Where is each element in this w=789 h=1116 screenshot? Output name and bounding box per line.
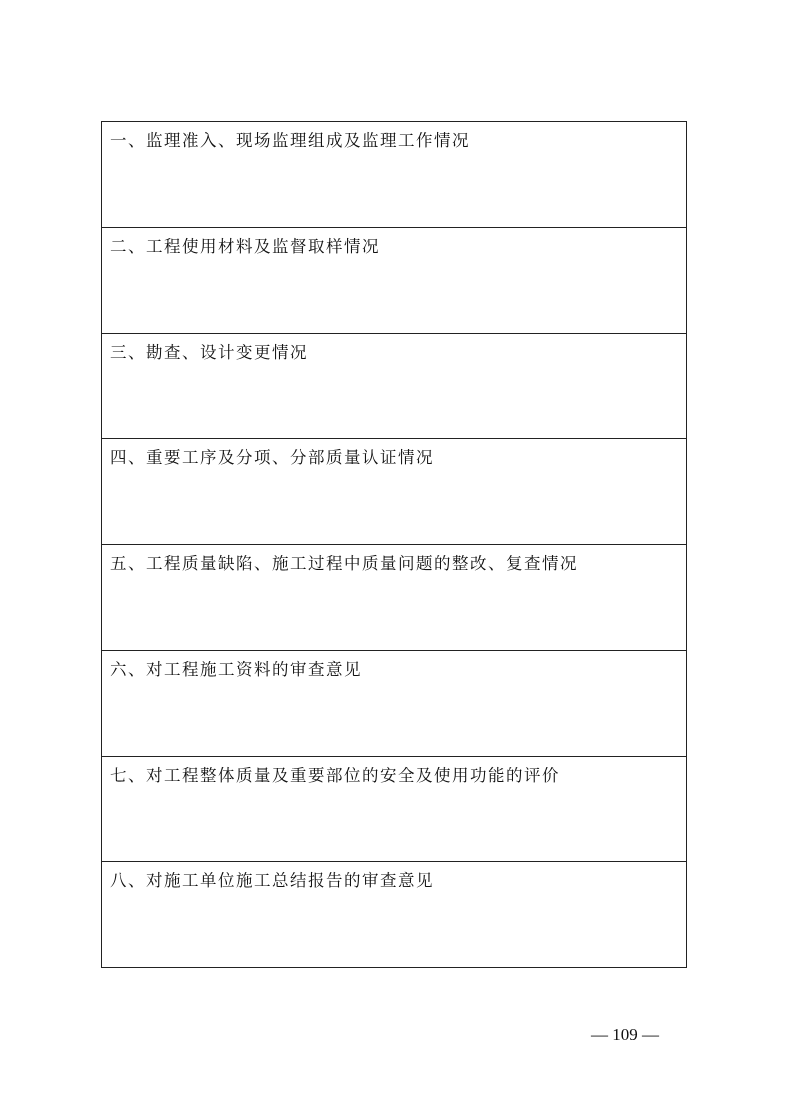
form-section-3 [102, 333, 686, 439]
section-title: 二、工程使用材料及监督取样情况 [110, 236, 380, 256]
section-title: 六、对工程施工资料的审查意见 [110, 659, 362, 679]
form-section-7 [102, 756, 686, 862]
form-section-5 [102, 544, 686, 650]
section-title: 八、对施工单位施工总结报告的审查意见 [110, 871, 434, 891]
section-title: 三、勘查、设计变更情况 [110, 342, 308, 362]
section-title: 七、对工程整体质量及重要部位的安全及使用功能的评价 [110, 765, 560, 785]
form-section-6 [102, 650, 686, 756]
form-section-1 [102, 122, 686, 227]
review-form-table [101, 121, 687, 968]
form-section-4 [102, 438, 686, 544]
form-section-2 [102, 227, 686, 333]
section-title: 四、重要工序及分项、分部质量认证情况 [110, 448, 434, 468]
section-title: 一、监理准入、现场监理组成及监理工作情况 [110, 131, 470, 150]
form-section-8 [102, 861, 686, 967]
page-number: — 109 — [591, 1025, 659, 1044]
section-title: 五、工程质量缺陷、施工过程中质量问题的整改、复查情况 [110, 554, 578, 573]
